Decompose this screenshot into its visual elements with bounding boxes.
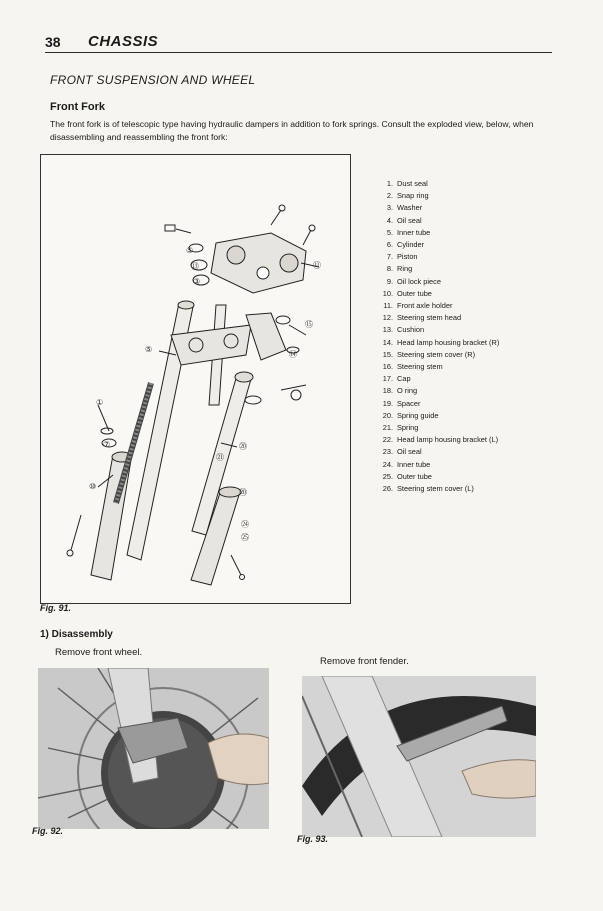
list-item: 6. Cylinder <box>386 240 425 250</box>
svg-text:⑬: ⑬ <box>191 262 199 271</box>
list-item: 26. Steering stem cover (L) <box>382 484 474 494</box>
svg-text:⑤: ⑤ <box>145 345 153 354</box>
svg-text:⑤: ⑤ <box>186 246 194 255</box>
front-wheel-photo <box>38 668 269 829</box>
svg-text:㉕: ㉕ <box>241 533 249 542</box>
list-item: 21. Spring <box>382 423 419 433</box>
list-item: 25. Outer tube <box>382 471 432 481</box>
list-item: 13. Cushion <box>382 325 425 335</box>
svg-text:⑳: ⑳ <box>239 442 247 451</box>
list-item: 2. Snap ring <box>386 191 429 201</box>
list-item: 15. Steering stem cover (R) <box>382 349 476 359</box>
list-item: 12. Steering stem head <box>382 313 462 323</box>
list-item: 17. Cap <box>382 374 411 384</box>
figure-caption-91: Fig. 91. <box>40 603 72 613</box>
svg-text:⑦: ⑦ <box>103 440 111 449</box>
svg-text:⑳: ⑳ <box>239 488 247 497</box>
list-item: 9. Oil lock piece <box>386 276 441 286</box>
list-item: 8. Ring <box>386 264 413 274</box>
svg-text:⑭: ⑭ <box>289 350 297 359</box>
list-item: 24. Inner tube <box>382 459 431 469</box>
list-item: 20. Spring guide <box>382 410 439 420</box>
chapter-title: CHASSIS <box>88 33 159 50</box>
exploded-view-drawing <box>41 155 350 603</box>
list-item: 10. Outer tube <box>382 288 432 298</box>
list-item: 18. O ring <box>382 386 418 396</box>
subsection-title: Front Fork <box>50 101 105 113</box>
list-item: 23. Oil seal <box>382 447 422 457</box>
svg-text:①: ① <box>96 398 104 407</box>
list-item: 14. Head lamp housing bracket (R) <box>382 337 500 347</box>
list-item: 19. Spacer <box>382 398 421 408</box>
section-title: FRONT SUSPENSION AND WHEEL <box>50 73 256 87</box>
list-item: 16. Steering stem <box>382 362 443 372</box>
list-item: 1. Dust seal <box>386 179 428 188</box>
list-item: 3. Washer <box>386 203 423 213</box>
svg-text:⑪: ⑪ <box>313 261 321 270</box>
front-fender-photo <box>302 676 536 837</box>
exploded-view-figure <box>40 154 351 604</box>
header-rule <box>45 52 552 53</box>
svg-text:⑮: ⑮ <box>305 320 313 329</box>
svg-text:㉑: ㉑ <box>216 453 224 462</box>
list-item: 4. Oil seal <box>386 215 422 225</box>
page-number: 38 <box>45 34 61 50</box>
svg-text:⑩: ⑩ <box>89 482 97 491</box>
figure-caption-92: Fig. 92. <box>32 826 64 836</box>
disassembly-heading: 1) Disassembly <box>40 629 113 640</box>
list-item: 22. Head lamp housing bracket (L) <box>382 435 499 445</box>
svg-text:㉔: ㉔ <box>241 520 249 529</box>
svg-text:③: ③ <box>193 277 201 286</box>
figure-caption-93: Fig. 93. <box>297 834 329 844</box>
intro-paragraph: The front fork is of telescopic type having hydraulic dampers in addition to fork springs. Consult the exploded view, below, when disassembling and reassembling the front fork: <box>50 119 534 142</box>
parts-list <box>371 178 499 495</box>
step-remove-front-fender: Remove front fender. <box>320 656 409 667</box>
step-remove-front-wheel: Remove front wheel. <box>55 647 143 658</box>
list-item: 5. Inner tube <box>386 227 431 237</box>
list-item: 11. Front axle holder <box>383 301 453 311</box>
list-item: 7. Piston <box>386 252 418 262</box>
